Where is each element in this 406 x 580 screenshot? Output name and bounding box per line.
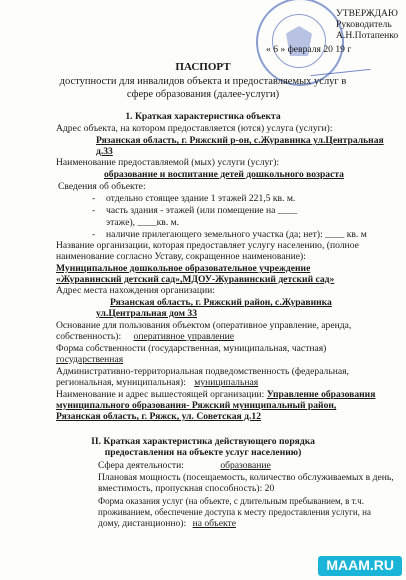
address-label: Адрес объекта, на котором предоставляется (ются) услуга (услуги): bbox=[56, 123, 333, 134]
object-item-2b: этаже), ____кв. м. bbox=[106, 217, 180, 228]
parent-value-2: муниципального образования- Ряжский муниципальный район, bbox=[56, 400, 337, 411]
admin-label-2: региональная, муниципальная): муниципальная bbox=[56, 377, 268, 389]
form-label-1: Форма оказания услуг (на объекте, с длительным пребыванием, в т.ч. bbox=[98, 496, 364, 506]
address-value-2: д.33 bbox=[96, 146, 113, 157]
form-label-2: проживанием, обеспечение доступа к месту предоставления услуги, на bbox=[98, 507, 371, 517]
capacity-label-2: вместимость, пропускная способность): 20 bbox=[98, 483, 275, 494]
basis-value: оперативное управление bbox=[133, 331, 235, 342]
document-subtitle-1: доступности для инвалидов объекта и предоставляемых услуг в bbox=[59, 76, 347, 87]
capacity-label-1: Плановая мощность (посещаемость, количество обслуживаемых в день, bbox=[98, 472, 394, 483]
object-item-2a: - часть здания - этажей (или помещение на ____ bbox=[92, 205, 297, 216]
object-item-1: - отдельно стоящее здание 1 этажей 221,5 кв. м. bbox=[92, 193, 296, 204]
parent-value-3: Рязанская область, г. Ряжск, ул. Советская д.12 bbox=[56, 411, 261, 422]
parent-label: Наименование и адрес вышестоящей организации: Управление образования bbox=[56, 389, 376, 400]
org-address-value-2: ул.Центральная дом 33 bbox=[96, 308, 197, 319]
document-title: ПАСПОРТ bbox=[175, 61, 231, 73]
section2-heading-1: II. Краткая характеристика действующего порядка bbox=[91, 436, 315, 447]
admin-value: муниципальная bbox=[194, 377, 259, 388]
basis-label-1: Основание для пользования объектом (оперативное управление, аренда, bbox=[56, 320, 352, 331]
approval-line3: А.Н.Потапенко bbox=[336, 30, 399, 41]
watermark-badge: MAAM.RU bbox=[318, 556, 402, 576]
service-value: образование и воспитание детей дошкольного возраста bbox=[104, 169, 344, 180]
basis-label-2: собственность): оперативное управление bbox=[56, 331, 314, 343]
approval-line1: УТВЕРЖДАЮ bbox=[336, 8, 398, 19]
ownership-value: государственная bbox=[56, 354, 124, 365]
org-value-2: «Журавинский детский сад»,МДОУ-Журавинский детский сад» bbox=[56, 274, 335, 285]
ownership-label: Форма собственности (государственная, муниципальная, частная) bbox=[56, 343, 327, 354]
service-label: Наименование предоставляемой (мых) услуги (услуг): bbox=[56, 157, 280, 168]
section1-heading: 1. Краткая характеристика объекта bbox=[125, 111, 281, 122]
address-value-1: Рязанская область, г. Ряжский р-он, с.Журавинка ул.Центральная bbox=[96, 135, 384, 146]
admin-label-1: Административно-территориальная подведомственность (федеральная, bbox=[56, 366, 349, 377]
org-address-label: Адрес места нахождения организации: bbox=[56, 285, 215, 296]
section2-heading-2: предоставления на объекте услуг населению) bbox=[104, 447, 302, 458]
form-label-3: дому, дистанционно): на объекте bbox=[98, 518, 276, 530]
document-subtitle-2: сфере образования (далее-услуги) bbox=[126, 89, 280, 100]
object-item-3: - наличие прилегающего земельного участка (да; нет): ____ кв. м bbox=[92, 229, 367, 240]
sphere-label: Сфера деятельности: образование bbox=[98, 460, 305, 472]
org-address-value-1: Рязанская область, г. Ряжский район, с.Журавинка bbox=[110, 297, 332, 308]
approval-date: « 6 » февраля 20 19 г bbox=[266, 44, 352, 55]
org-value-1: Муниципальное дошкольное образовательное учреждение bbox=[56, 263, 311, 274]
org-label-1: Название организации, которая предоставляет услугу населению, (полное bbox=[56, 240, 359, 251]
sphere-value: образование bbox=[220, 460, 271, 471]
approval-line2: Руководитель bbox=[336, 19, 392, 30]
object-info-label: Сведения об объекте: bbox=[58, 181, 146, 192]
form-value: на объекте bbox=[192, 518, 237, 529]
org-label-2: наименование согласно Уставу, сокращенное наименование): bbox=[56, 251, 306, 262]
parent-value-1: Управление образования bbox=[266, 389, 376, 400]
